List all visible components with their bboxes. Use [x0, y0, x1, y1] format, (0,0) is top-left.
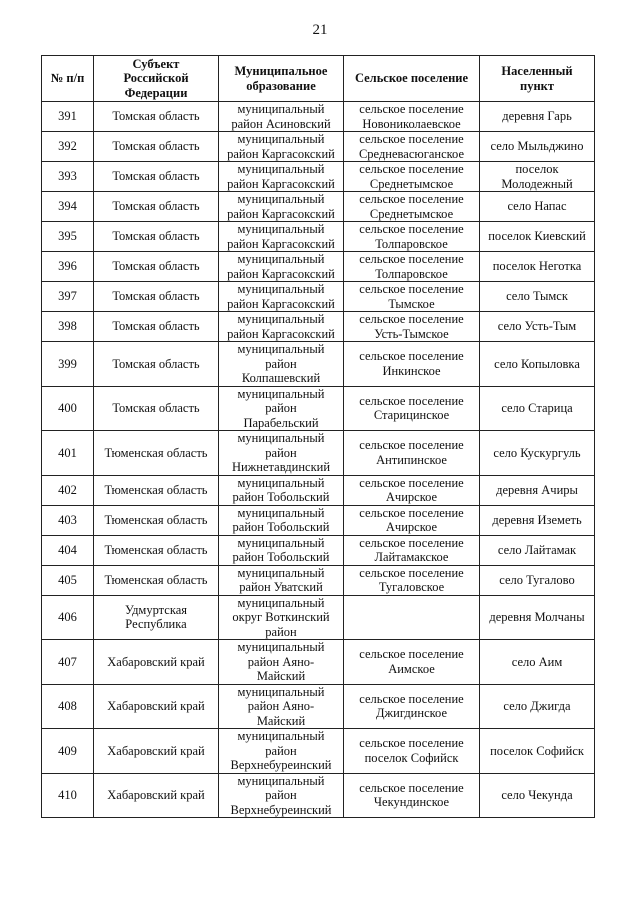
cell-number: 400	[42, 386, 94, 431]
cell-subject: Томская область	[94, 132, 219, 162]
cell-municipality: муниципальный район Тобольский	[219, 505, 344, 535]
cell-locality: село Тымск	[480, 282, 595, 312]
cell-municipality: муниципальный район Нижнетавдинский	[219, 431, 344, 476]
cell-subject: Тюменская область	[94, 475, 219, 505]
cell-rural-settlement: сельское поселение Новониколаевское	[344, 102, 480, 132]
cell-locality: село Напас	[480, 192, 595, 222]
cell-number: 393	[42, 162, 94, 192]
table-header-row	[42, 56, 595, 102]
cell-number: 401	[42, 431, 94, 476]
cell-subject: Тюменская область	[94, 505, 219, 535]
table-row	[42, 431, 595, 476]
table-row	[42, 595, 595, 640]
cell-municipality: муниципальный район Каргасокский	[219, 312, 344, 342]
cell-number: 391	[42, 102, 94, 132]
cell-locality: деревня Гарь	[480, 102, 595, 132]
cell-locality: село Мыльджино	[480, 132, 595, 162]
table-row	[42, 684, 595, 729]
cell-municipality: муниципальный район Парабельский	[219, 386, 344, 431]
cell-rural-settlement: сельское поселение Усть-Тымское	[344, 312, 480, 342]
header-subject: Субъект Российской Федерации	[94, 56, 219, 102]
cell-rural-settlement: сельское поселение Ачирское	[344, 505, 480, 535]
table-row	[42, 475, 595, 505]
cell-locality: село Тугалово	[480, 565, 595, 595]
cell-number: 402	[42, 475, 94, 505]
cell-number: 395	[42, 222, 94, 252]
cell-number: 392	[42, 132, 94, 162]
table-row	[42, 222, 595, 252]
cell-locality: село Аим	[480, 640, 595, 685]
cell-rural-settlement: сельское поселение Среднетымское	[344, 192, 480, 222]
cell-rural-settlement: сельское поселение Толпаровское	[344, 252, 480, 282]
cell-municipality: муниципальный район Тобольский	[219, 475, 344, 505]
cell-municipality: муниципальный район Аяно- Майский	[219, 684, 344, 729]
cell-municipality: муниципальный район Каргасокский	[219, 282, 344, 312]
cell-rural-settlement: сельское поселение Старицинское	[344, 386, 480, 431]
cell-rural-settlement: сельское поселение поселок Софийск	[344, 729, 480, 774]
cell-number: 406	[42, 595, 94, 640]
cell-subject: Хабаровский край	[94, 640, 219, 685]
header-locality: Населенный пункт	[480, 56, 595, 102]
cell-rural-settlement: сельское поселение Лайтамакское	[344, 535, 480, 565]
cell-municipality: муниципальный округ Воткинский район	[219, 595, 344, 640]
cell-number: 408	[42, 684, 94, 729]
cell-rural-settlement: сельское поселение Тымское	[344, 282, 480, 312]
table-row	[42, 729, 595, 774]
cell-municipality: муниципальный район Верхнебуреинский	[219, 729, 344, 774]
cell-locality: деревня Иземеть	[480, 505, 595, 535]
table-row	[42, 312, 595, 342]
cell-subject: Тюменская область	[94, 565, 219, 595]
cell-municipality: муниципальный район Аяно- Майский	[219, 640, 344, 685]
table-row	[42, 773, 595, 818]
cell-locality: село Кускургуль	[480, 431, 595, 476]
cell-number: 404	[42, 535, 94, 565]
cell-number: 399	[42, 342, 94, 387]
cell-subject: Тюменская область	[94, 535, 219, 565]
cell-rural-settlement: сельское поселение Тугаловское	[344, 565, 480, 595]
cell-rural-settlement	[344, 595, 480, 640]
cell-number: 405	[42, 565, 94, 595]
cell-rural-settlement: сельское поселение Чекундинское	[344, 773, 480, 818]
table-body	[42, 102, 595, 818]
table-row	[42, 565, 595, 595]
cell-subject: Тюменская область	[94, 431, 219, 476]
cell-locality: село Старица	[480, 386, 595, 431]
cell-number: 409	[42, 729, 94, 774]
table-row	[42, 640, 595, 685]
table-row	[42, 342, 595, 387]
cell-locality: село Усть-Тым	[480, 312, 595, 342]
cell-rural-settlement: сельское поселение Толпаровское	[344, 222, 480, 252]
cell-subject: Хабаровский край	[94, 773, 219, 818]
cell-locality: поселок Неготка	[480, 252, 595, 282]
cell-subject: Томская область	[94, 312, 219, 342]
cell-locality: деревня Молчаны	[480, 595, 595, 640]
cell-municipality: муниципальный район Каргасокский	[219, 162, 344, 192]
cell-locality: поселок Софийск	[480, 729, 595, 774]
table-row	[42, 535, 595, 565]
cell-rural-settlement: сельское поселение Инкинское	[344, 342, 480, 387]
header-municipality: Муниципальное образование	[219, 56, 344, 102]
cell-municipality: муниципальный район Каргасокский	[219, 132, 344, 162]
table-row	[42, 505, 595, 535]
cell-municipality: муниципальный район Каргасокский	[219, 222, 344, 252]
cell-subject: Томская область	[94, 192, 219, 222]
table-row	[42, 162, 595, 192]
cell-number: 396	[42, 252, 94, 282]
cell-rural-settlement: сельское поселение Средневасюганское	[344, 132, 480, 162]
cell-locality: село Джигда	[480, 684, 595, 729]
cell-subject: Томская область	[94, 282, 219, 312]
cell-municipality: муниципальный район Асиновский	[219, 102, 344, 132]
cell-number: 398	[42, 312, 94, 342]
cell-municipality: муниципальный район Уватский	[219, 565, 344, 595]
cell-number: 403	[42, 505, 94, 535]
cell-rural-settlement: сельское поселение Джигдинское	[344, 684, 480, 729]
cell-number: 397	[42, 282, 94, 312]
cell-number: 394	[42, 192, 94, 222]
header-number: № п/п	[42, 56, 94, 102]
cell-locality: деревня Ачиры	[480, 475, 595, 505]
cell-subject: Томская область	[94, 386, 219, 431]
cell-municipality: муниципальный район Каргасокский	[219, 192, 344, 222]
cell-locality: село Чекунда	[480, 773, 595, 818]
cell-subject: Хабаровский край	[94, 729, 219, 774]
cell-municipality: муниципальный район Колпашевский	[219, 342, 344, 387]
cell-subject: Хабаровский край	[94, 684, 219, 729]
cell-municipality: муниципальный район Каргасокский	[219, 252, 344, 282]
cell-municipality: муниципальный район Тобольский	[219, 535, 344, 565]
cell-subject: Томская область	[94, 102, 219, 132]
settlements-table	[41, 55, 595, 818]
cell-rural-settlement: сельское поселение Ачирское	[344, 475, 480, 505]
cell-municipality: муниципальный район Верхнебуреинский	[219, 773, 344, 818]
cell-subject: Томская область	[94, 342, 219, 387]
page-number: 21	[312, 22, 328, 38]
table-row	[42, 282, 595, 312]
cell-locality: село Копыловка	[480, 342, 595, 387]
table-row	[42, 192, 595, 222]
cell-subject: Томская область	[94, 222, 219, 252]
cell-rural-settlement: сельское поселение Аимское	[344, 640, 480, 685]
cell-number: 410	[42, 773, 94, 818]
header-rural-settlement: Сельское поселение	[344, 56, 480, 102]
cell-rural-settlement: сельское поселение Среднетымское	[344, 162, 480, 192]
cell-locality: поселок Киевский	[480, 222, 595, 252]
cell-locality: поселок Молодежный	[480, 162, 595, 192]
cell-subject: Томская область	[94, 162, 219, 192]
table-row	[42, 386, 595, 431]
cell-rural-settlement: сельское поселение Антипинское	[344, 431, 480, 476]
table-row	[42, 132, 595, 162]
cell-number: 407	[42, 640, 94, 685]
cell-locality: село Лайтамак	[480, 535, 595, 565]
table-row	[42, 252, 595, 282]
cell-subject: Томская область	[94, 252, 219, 282]
table-row	[42, 102, 595, 132]
cell-subject: Удмуртская Республика	[94, 595, 219, 640]
